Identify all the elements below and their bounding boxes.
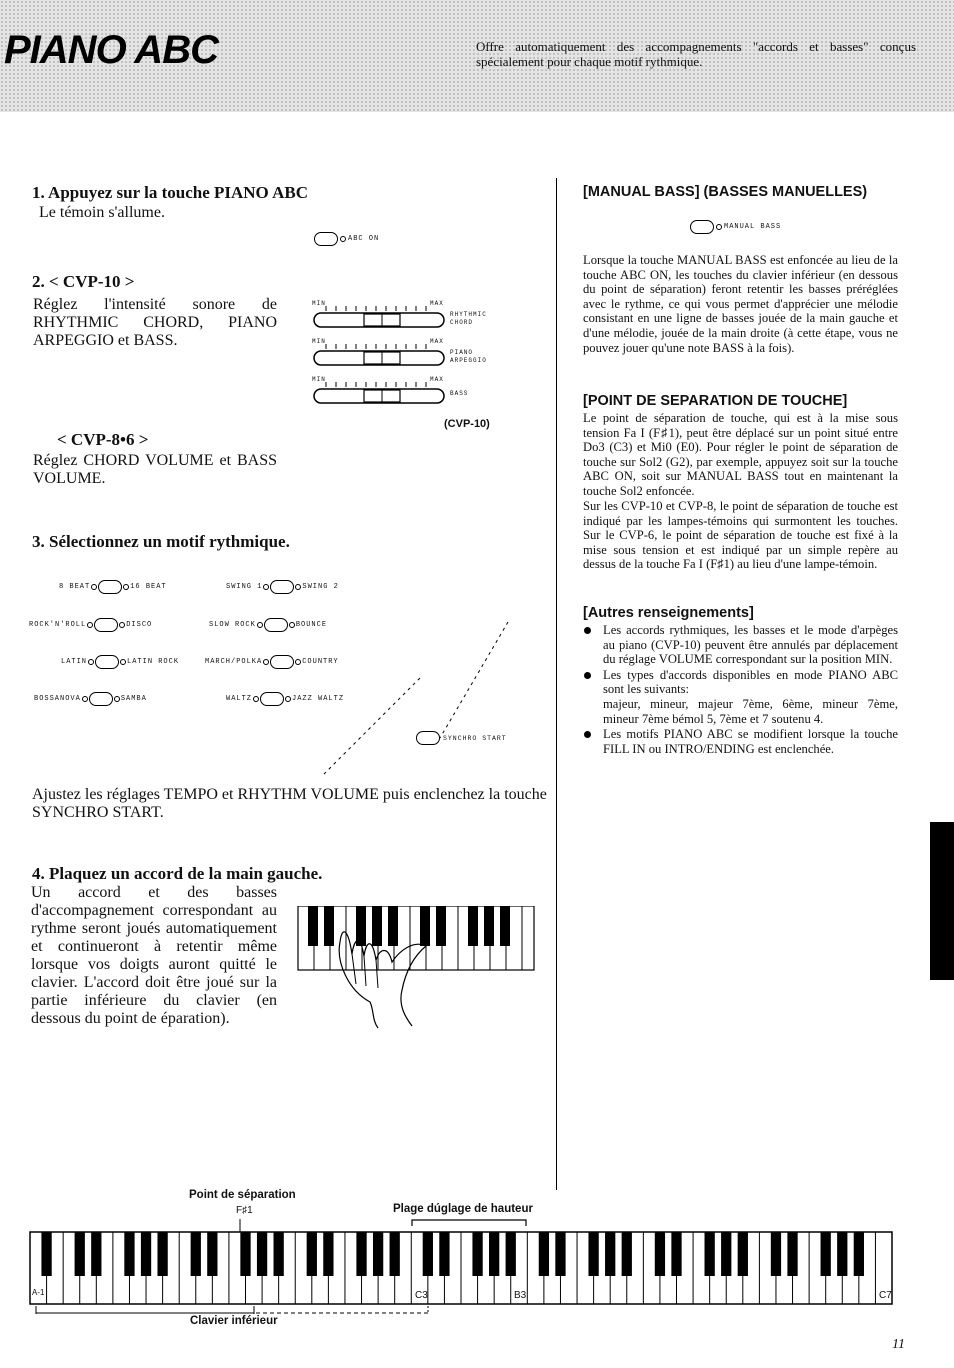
black-key [307, 1232, 317, 1276]
rhythm-button-latin-latinrock[interactable]: LATIN LATIN ROCK [61, 655, 179, 669]
key-label-c3: C3 [415, 1290, 428, 1301]
other-info-list [583, 623, 898, 757]
step3-text: Ajustez les réglages TEMPO et RHYTHM VOLUME puis enclenchez la touche SYNCHRO START. [32, 786, 547, 821]
slider-min-label: MIN [312, 338, 326, 345]
column-divider [556, 178, 557, 1190]
model-caption: (CVP-10) [444, 418, 490, 430]
black-key [390, 1232, 400, 1276]
led-icon [88, 659, 94, 665]
slider-track[interactable] [312, 382, 452, 406]
black-key [821, 1232, 831, 1276]
led-icon [295, 659, 301, 665]
black-key [837, 1232, 847, 1276]
slider-max-label: MAX [430, 376, 444, 383]
slider-max-label: MAX [430, 338, 444, 345]
rhythm-button[interactable] [89, 692, 113, 706]
lower-keyboard-label: Clavier inférieur [190, 1315, 278, 1327]
black-key [356, 1232, 366, 1276]
black-key [705, 1232, 715, 1276]
led-icon [119, 622, 125, 628]
manual-bass-title: [MANUAL BASS] (BASSES MANUELLES) [583, 184, 868, 200]
led-icon [263, 659, 269, 665]
black-key [622, 1232, 632, 1276]
black-key [91, 1232, 101, 1276]
list-item: Les accords rythmiques, les basses et le mode d'arpèges au piano (CVP-10) peuvent être annulés par déplacement du réglage VOLUME correspondant sur la position MIN. [583, 623, 898, 667]
rhythm-button-8beat-16beat[interactable]: 8 BEAT 16 BEAT [59, 580, 167, 594]
step2-text-cvp10: Réglez l'intensité sonore de RHYTHMIC CHORD, PIANO ARPEGGIO et BASS. [33, 296, 277, 349]
slider-track[interactable] [312, 344, 452, 368]
step4-text: Un accord et des basses d'accompagnement correspondant au rythme seront joués automatiquement et continueront à retentir même lorsque vos doigts auront quitté le clavier. L'accord doit être joué sur la partie inférieure du clavier (en dessous du point de éparation). [31, 884, 277, 1027]
step2-text-cvp86: Réglez CHORD VOLUME et BASS VOLUME. [33, 452, 277, 487]
step1-text: Le témoin s'allume. [39, 204, 165, 221]
black-key [671, 1232, 681, 1276]
black-key [539, 1232, 549, 1276]
page-header [0, 0, 954, 112]
manual-bass-text: Lorsque la touche MANUAL BASS est enfoncée au lieu de la touche ABC ON, les touches du clavier inférieur (en dessous du point de séparation) feront retentir les basses préréglées avec le rythme, ce qui vous permet d'apprécier une mélodie consistant en une ligne de basses jouée de la main gauche et d'une mélodie, jouée de la main droite (à cette étape, vous ne pouvez jouer qu'une note BASS à la fois). [583, 253, 898, 355]
page-title: PIANO ABC [4, 28, 218, 72]
split-point-title: [POINT DE SEPARATION DE TOUCHE] [583, 393, 848, 409]
black-key [323, 1232, 333, 1276]
rhythm-button-rocknroll-disco[interactable]: ROCK'N'ROLL DISCO [29, 618, 152, 632]
rhythm-button-bossanova-samba[interactable]: BOSSANOVA SAMBA [34, 692, 147, 706]
black-key [506, 1232, 516, 1276]
key-label-c7: C7 [879, 1290, 892, 1301]
black-key [588, 1232, 598, 1276]
black-key [141, 1232, 151, 1276]
led-icon [120, 659, 126, 665]
black-key [124, 1232, 134, 1276]
section-tab-marker [930, 822, 954, 980]
list-item: Les types d'accords disponibles en mode PIANO ABC sont les suivants: majeur, mineur, majeur 7ème, 6ème, mineur 7ème, mineur 7ème bémol 5, 7ème et 7 soutenu 4. [583, 668, 898, 726]
slider-label: PIANO ARPEGGIO [450, 349, 487, 364]
header-description: Offre automatiquement des accompagnements "accords et basses" conçus spécialement pour chaque motif rythmique. [476, 39, 916, 69]
step3-title: 3. Sélectionnez un motif rythmique. [32, 532, 290, 551]
black-key [738, 1232, 748, 1276]
hand-on-keyboard-illustration [296, 906, 540, 1030]
step2-title-cvp86: < CVP-8•6 > [57, 430, 149, 449]
led-icon [295, 584, 301, 590]
slider-label: BASS [450, 390, 469, 397]
black-key [721, 1232, 731, 1276]
rhythm-button-waltz-jazzwaltz[interactable]: WALTZ JAZZ WALTZ [226, 692, 344, 706]
step4-title: 4. Plaquez un accord de la main gauche. [32, 864, 323, 883]
step1-title: 1. Appuyez sur la touche PIANO ABC [32, 183, 308, 202]
rhythm-button-slowrock-bounce[interactable]: SLOW ROCK BOUNCE [209, 618, 327, 632]
step2-title-cvp10: 2. < CVP-10 > [32, 272, 135, 291]
manual-bass-button-group [690, 220, 781, 234]
black-key [439, 1232, 449, 1276]
black-key [373, 1232, 383, 1276]
black-key [191, 1232, 201, 1276]
led-icon [253, 696, 259, 702]
dotted-pointer-lines [310, 618, 520, 778]
synchro-start-button[interactable] [416, 731, 440, 745]
black-key [423, 1232, 433, 1276]
rhythm-button[interactable] [94, 618, 118, 632]
black-key [472, 1232, 482, 1276]
black-key [41, 1232, 51, 1276]
key-label-a-1: A-1 [32, 1288, 45, 1297]
key-label-b3: B3 [514, 1290, 527, 1301]
slider-label: RHYTHMIC CHORD [450, 311, 487, 326]
split-point-label: Point de séparation [189, 1189, 296, 1201]
rhythm-button[interactable] [260, 692, 284, 706]
black-key [157, 1232, 167, 1276]
slider-min-label: MIN [312, 376, 326, 383]
abc-on-button-group [314, 232, 379, 246]
slider-track[interactable] [312, 306, 452, 330]
rhythm-button[interactable] [95, 655, 119, 669]
black-key [274, 1232, 284, 1276]
chord-types-text: majeur, mineur, majeur 7ème, 6ème, mineur 7ème, mineur 7ème bémol 5, 7ème et 7 soutenu 4. [603, 696, 898, 726]
black-key [605, 1232, 615, 1276]
led-icon [123, 584, 129, 590]
black-key [489, 1232, 499, 1276]
led-icon [257, 622, 263, 628]
slider-min-label: MIN [312, 300, 326, 307]
list-item: Les motifs PIANO ABC se modifient lorsque la touche FILL IN ou INTRO/ENDING est enclenchée. [583, 727, 898, 756]
page-number: 11 [892, 1337, 905, 1352]
full-keyboard-diagram [26, 1214, 896, 1314]
split-note-label: F♯1 [236, 1205, 253, 1216]
rhythm-button[interactable] [270, 655, 294, 669]
black-key [854, 1232, 864, 1276]
synchro-start-group [416, 731, 507, 745]
abc-on-led-icon [340, 236, 346, 242]
rhythm-button-march-country[interactable]: MARCH/POLKA COUNTRY [205, 655, 339, 669]
black-key [555, 1232, 565, 1276]
led-icon [285, 696, 291, 702]
black-key [240, 1232, 250, 1276]
manual-bass-label: MANUAL BASS [724, 223, 782, 231]
led-icon [91, 584, 97, 590]
led-icon [289, 622, 295, 628]
split-point-text-2: Sur les CVP-10 et CVP-8, le point de séparation de touche est indiqué par les lampes-témoins qui surmontent les touches. Sur le CVP-6, le point de séparation de touche est fixé à la mise sous tension et est indiqué par un simple repère au dessus de la touche Fa I (F♯1) au lieu d'une lampe-témoin. [583, 499, 898, 572]
rhythm-button[interactable] [98, 580, 122, 594]
black-key [75, 1232, 85, 1276]
slider-max-label: MAX [430, 300, 444, 307]
black-key [771, 1232, 781, 1276]
rhythm-button[interactable] [270, 580, 294, 594]
synchro-start-label: SYNCHRO START [443, 734, 507, 742]
black-key [787, 1232, 797, 1276]
manual-bass-led-icon [716, 224, 722, 230]
split-point-text-1: Le point de séparation de touche, qui est à la mise sous tension Fa I (F♯1), peut être déplacé sur un point situé entre Do3 (C3) et Mi0 (E0). Pour régler le point de séparation de touche sur Sol2 (G2), par exemple, appuyez soit sur la touche ABC ON, soit sur MANUAL BASS tout en maintenant la touche Sol2 enfoncée. [583, 411, 898, 498]
black-key [207, 1232, 217, 1276]
rhythm-button-swing[interactable]: SWING 1 SWING 2 [226, 580, 339, 594]
pitch-range-label: Plage dúglage de hauteur [393, 1203, 533, 1215]
abc-on-label: ABC ON [348, 235, 380, 243]
manual-bass-button[interactable] [690, 220, 714, 234]
led-icon [87, 622, 93, 628]
rhythm-button[interactable] [264, 618, 288, 632]
black-key [257, 1232, 267, 1276]
led-icon [82, 696, 88, 702]
led-icon [263, 584, 269, 590]
black-key [655, 1232, 665, 1276]
led-icon [114, 696, 120, 702]
abc-on-button[interactable] [314, 232, 338, 246]
other-info-title: [Autres renseignements] [583, 605, 754, 621]
